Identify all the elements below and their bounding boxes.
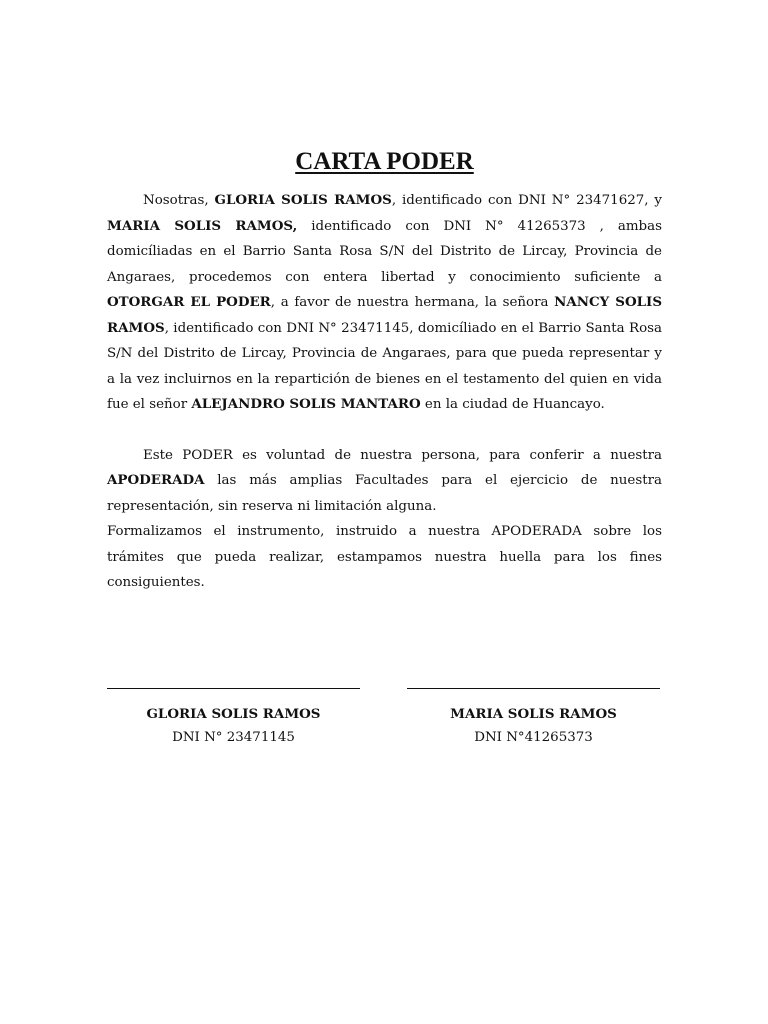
paragraph-formalization: Formalizamos el instrumento, instruido a nuestra APODERADA sobre los trámites que pueda realizar, estampamos nuestra huella para los fines consiguientes. xyxy=(107,524,662,590)
signature-grantor-1 xyxy=(107,688,360,751)
paragraph-grantors xyxy=(107,188,662,418)
text-run: las más amplias Facultades para el ejercicio de nuestra representación, sin reserva ni limitación alguna. xyxy=(107,473,662,514)
text-run: , a favor de nuestra hermana, la señora xyxy=(270,295,555,310)
signer-dni: DNI N° 23471145 xyxy=(172,730,295,745)
text-run: Nosotras, xyxy=(143,193,215,208)
grant-phrase: OTORGAR EL PODER xyxy=(107,294,271,310)
text-run: , identificado con DNI N° 23471627, y xyxy=(391,193,662,208)
document-body xyxy=(107,146,662,596)
signature-line xyxy=(107,688,360,689)
signer-name: GLORIA SOLIS RAMOS xyxy=(146,706,321,722)
text-run: , identificado con DNI N° 23471145, domicíliado en el Barrio Santa Rosa S/N del Distrito de Lircay, Provincia de Angaraes, para que pueda representar y a la vez incluirnos en la repartición de bienes en el testamento del quien en vida fue el señor xyxy=(107,320,662,412)
paragraph-spacer xyxy=(107,418,662,443)
attorney-role: APODERADA xyxy=(107,472,205,488)
attorney-name: NANCY SOLIS RAMOS xyxy=(107,294,662,336)
signature-line xyxy=(407,688,660,689)
document-title: CARTA PODER xyxy=(295,148,474,175)
text-run: Este PODER es voluntad de nuestra persona, para conferir a nuestra xyxy=(143,447,662,463)
signature-block xyxy=(107,688,662,758)
signature-grantor-2 xyxy=(407,688,660,751)
signer-name: MARIA SOLIS RAMOS xyxy=(450,706,617,722)
grantor-name-2: MARIA SOLIS RAMOS, xyxy=(107,217,298,234)
text-run: identificado con DNI N° 41265373 , ambas domicíliadas en el Barrio Santa Rosa S/N del Distrito de Lircay, Provincia de Angaraes, procedemos con entera libertad y conocimiento suficiente a xyxy=(107,218,662,285)
signer-dni: DNI N°41265373 xyxy=(474,730,593,745)
text-run: en la ciudad de Huancayo. xyxy=(420,397,605,412)
grantor-name-1: GLORIA SOLIS RAMOS xyxy=(214,192,392,208)
testator-name: ALEJANDRO SOLIS MANTARO xyxy=(191,396,421,412)
paragraph-power-scope xyxy=(107,443,662,520)
